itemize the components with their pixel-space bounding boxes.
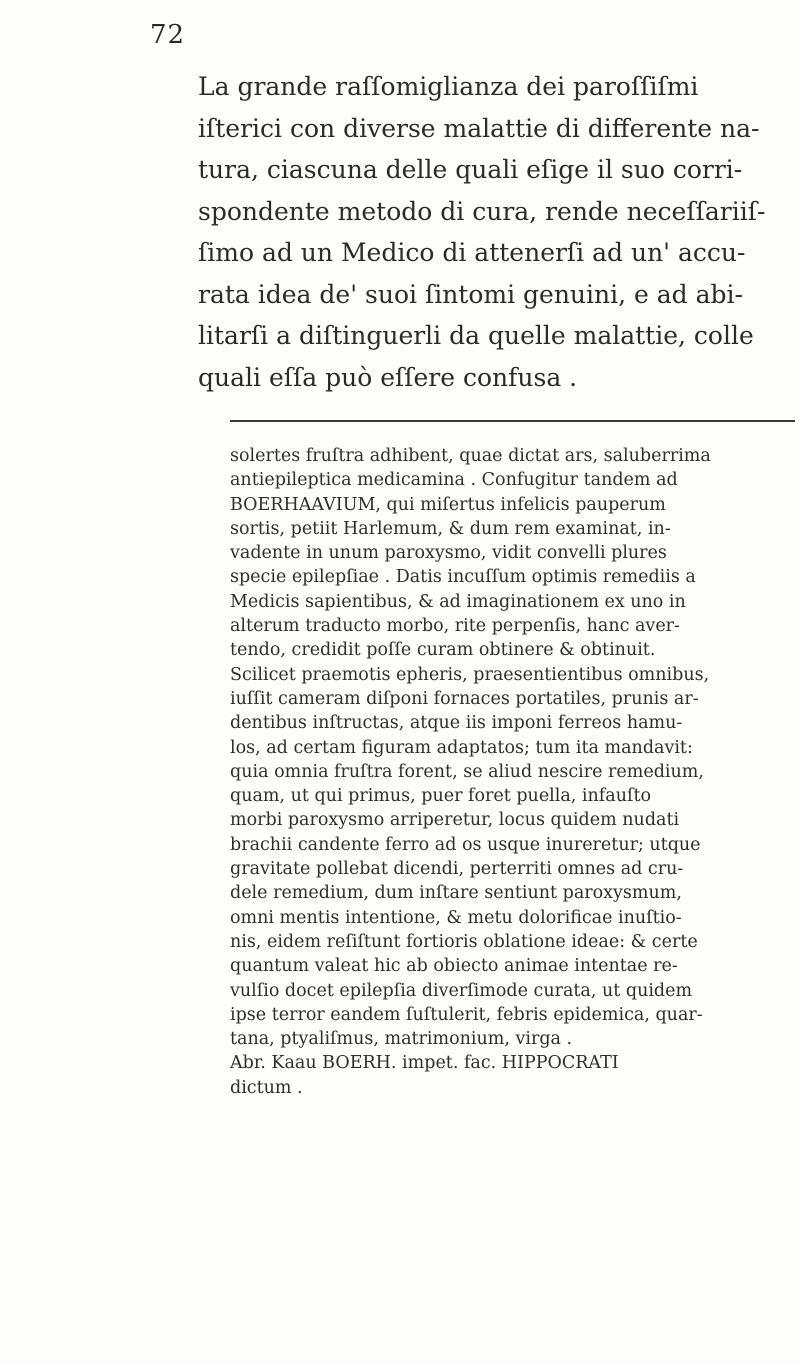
main-text-line: iſterici con diverse malattie di differente na- (198, 113, 760, 143)
footnote-line: vadente in unum paroxysmo, vidit convelli plures (230, 543, 667, 564)
footnote-line: dentibus inſtructas, atque iis imponi ferreos hamu- (230, 713, 683, 734)
footnote-line: Abr. Kaau BOERH. impet. fac. HIPPOCRATI (230, 1053, 619, 1074)
footnote-line: tana, ptyaliſmus, matrimonium, virga . (230, 1029, 573, 1050)
footnote-line: dele remedium, dum inſtare sentiunt paroxysmum, (230, 883, 682, 904)
footnote-line: sortis, petiit Harlemum, & dum rem examinat, in- (230, 518, 671, 539)
footnote-line: solertes fruſtra adhibent, quae dictat ars, saluberrima (230, 446, 711, 466)
footnote-line: quantum valeat hic ab obiecto animae intentae re- (230, 956, 678, 977)
footnote-line: ipse terror eandem ſuſtulerit, febris epidemica, quar- (230, 1004, 703, 1025)
footnote-line: gravitate pollebat dicendi, perterriti omnes ad cru- (230, 859, 684, 880)
main-text-line: La grande raſſomiglianza dei paroſſiſmi (198, 72, 699, 101)
main-text-line: spondente metodo di cura, rende neceſſariiſ- (198, 196, 766, 226)
main-text-line: ſimo ad un Medico di attenerſi ad un' accu- (198, 238, 746, 267)
footnote-line: morbi paroxysmo arriperetur, locus quidem nudati (230, 810, 680, 831)
footnote-line: dictum . (230, 1077, 303, 1098)
footnote-line: brachii candente ferro ad os usque inureretur; utque (230, 834, 701, 855)
main-text-line: rata idea de' suoi ſintomi genuini, e ad abi- (198, 279, 743, 309)
main-paragraph (198, 66, 798, 398)
footnote-line: iuſſit cameram diſponi fornaces portatiles, prunis ar- (230, 688, 699, 709)
footnote-line: specie epilepſiae . Datis incuſſum optimis remediis a (230, 567, 696, 588)
footnote-line: los, ad certam figuram adaptatos; tum ita mandavit: (230, 737, 693, 758)
footnote-line: Medicis sapientibus, & ad imaginationem ex uno in (230, 591, 686, 612)
footnote-line: antiepileptica medicamina . Confugitur tandem ad (230, 470, 678, 491)
footnote-divider (230, 420, 795, 422)
main-text-line: tura, ciascuna delle quali eſige il suo corri- (198, 155, 743, 184)
footnote-line: quia omnia fruſtra forent, se aliud nescire remedium, (230, 761, 704, 782)
footnote-line: quam, ut qui primus, puer foret puella, infauſto (230, 786, 652, 807)
page-number: 72 (150, 20, 186, 50)
footnote-line: nis, eidem reſiſtunt fortioris oblatione ideae: & certe (230, 931, 698, 952)
main-text-line: quali eſſa può eſſere confusa . (198, 362, 578, 392)
footnote-line: BOERHAAVIUM, qui miſertus infelicis pauperum (230, 494, 666, 515)
main-text-line: litarſi a diſtinguerli da quelle malattie, colle (198, 321, 754, 350)
footnote-line: omni mentis intentione, & metu dolorificae inuſtio- (230, 907, 682, 928)
footnote-line: alterum traducto morbo, rite perpenſis, hanc aver- (230, 616, 680, 637)
footnote-paragraph (230, 444, 800, 1100)
footnote-line: vulſio docet epilepſia diverſimode curata, ut quidem (230, 980, 693, 1001)
footnote-line: tendo, credidit poſſe curam obtinere & obtinuit. (230, 640, 656, 661)
footnote-line: Scilicet praemotis epheris, praesentientibus omnibus, (230, 664, 710, 685)
